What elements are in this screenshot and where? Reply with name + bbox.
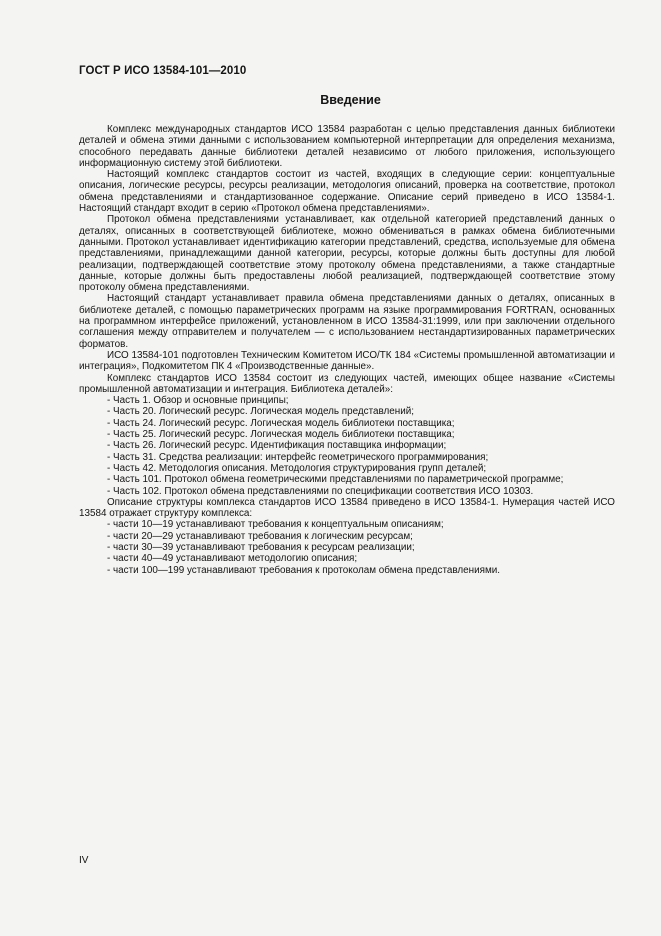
paragraph: Протокол обмена представлениями устанавливает, как отдельной категорией представлений данных о деталях, описанных в соответствующей библиотеке, можно обмениваться в рамках обмена библиотечными данными. Протокол устанавливает идентификацию категории представлений, средства, используемые для обмена представлениями, принадлежащими данной категории, ресурсы, которые должны быть доступны для любой реализации, подтверждающей соответствие этому протоколу обмена представлениями, а также стандартные данные, которые должны быть предоставлены любой реализацией, подтверждающей соответствие этому протоколу обмена представлениями. (79, 214, 615, 294)
series-list-item: - части 20—29 устанавливают требования к логическим ресурсам; (107, 530, 413, 542)
part-list-item: - Часть 102. Протокол обмена представлениями по спецификации соответствия ИСО 10303. (107, 485, 534, 497)
series-list-item: - части 30—39 устанавливают требования к ресурсам реализации; (107, 541, 415, 553)
paragraph: Описание структуры комплекса стандартов ИСО 13584 приведено в ИСО 13584-1. Нумерация частей ИСО 13584 отражает структуру комплекса: (79, 496, 615, 520)
part-list-item: - Часть 24. Логический ресурс. Логическая модель библиотеки поставщика; (107, 417, 455, 429)
series-list-item: - части 100—199 устанавливают требования к протоколам обмена представлениями. (107, 564, 501, 576)
part-list-item: - Часть 25. Логический ресурс. Логическая модель библиотеки поставщика; (107, 429, 455, 441)
standard-header: ГОСТ Р ИСО 13584-101—2010 (79, 65, 247, 77)
part-list-item: - Часть 20. Логический ресурс. Логическая модель представлений; (107, 406, 414, 418)
paragraph: Комплекс международных стандартов ИСО 13584 разработан с целью представления данных библиотеки деталей и обмена этими данными с использованием компьютерной интерпретации для определения механизма, способного передавать данные библиотеки деталей независимо от любого приложения, использующего информационную систему этой библиотеки. (79, 124, 615, 169)
part-list-item: - Часть 31. Средства реализации: интерфейс геометрического программирования; (107, 451, 489, 463)
part-list-item: - Часть 1. Обзор и основные принципы; (107, 395, 289, 407)
series-list-item: - части 10—19 устанавливают требования к концептуальным описаниям; (107, 519, 444, 531)
part-list-item: - Часть 42. Методология описания. Методология структурирования групп деталей; (107, 462, 487, 474)
section-title-text: Введение (320, 93, 381, 107)
paragraph: Настоящий стандарт устанавливает правила обмена представлениями данных о деталях, описанных в библиотеке деталей, с помощью параметрических программ на языке программирования FORTRAN, основанных на программном интерфейсе приложений, установленном в ИСО 13584-31:1999, или при заключении отдельного соглашения между отправителем и получателем — с использованием нестандартизированных параметрических форматов. (79, 293, 615, 350)
part-list-item: - Часть 26. Логический ресурс. Идентификация поставщика информации; (107, 440, 447, 452)
paragraph: Комплекс стандартов ИСО 13584 состоит из следующих частей, имеющих общее название «Системы промышленной автоматизации и интеграция. Библиотека деталей»: (79, 372, 615, 395)
paragraph: Настоящий комплекс стандартов состоит из частей, входящих в следующие серии: концептуальные описания, логические ресурсы, ресурсы реализации, методология описаний, проверка на соответствие, протокол обмена представлениями и стандартизованное содержание. Описание серий приведено в ИСО 13584-1. Настоящий стандарт входит в серию «Протокол обмена представлениями». (79, 169, 615, 215)
section-title (0, 93, 661, 107)
page-number: IV (79, 855, 89, 866)
series-list-item: - части 40—49 устанавливают методологию описания; (107, 553, 358, 565)
part-list-item: - Часть 101. Протокол обмена геометрическими представлениями по параметрической программе; (107, 474, 564, 486)
document-body (79, 124, 615, 576)
paragraph: ИСО 13584-101 подготовлен Техническим Комитетом ИСО/ТК 184 «Системы промышленной автоматизации и интеграция», Подкомитетом ПК 4 «Производственные данные». (79, 349, 615, 373)
